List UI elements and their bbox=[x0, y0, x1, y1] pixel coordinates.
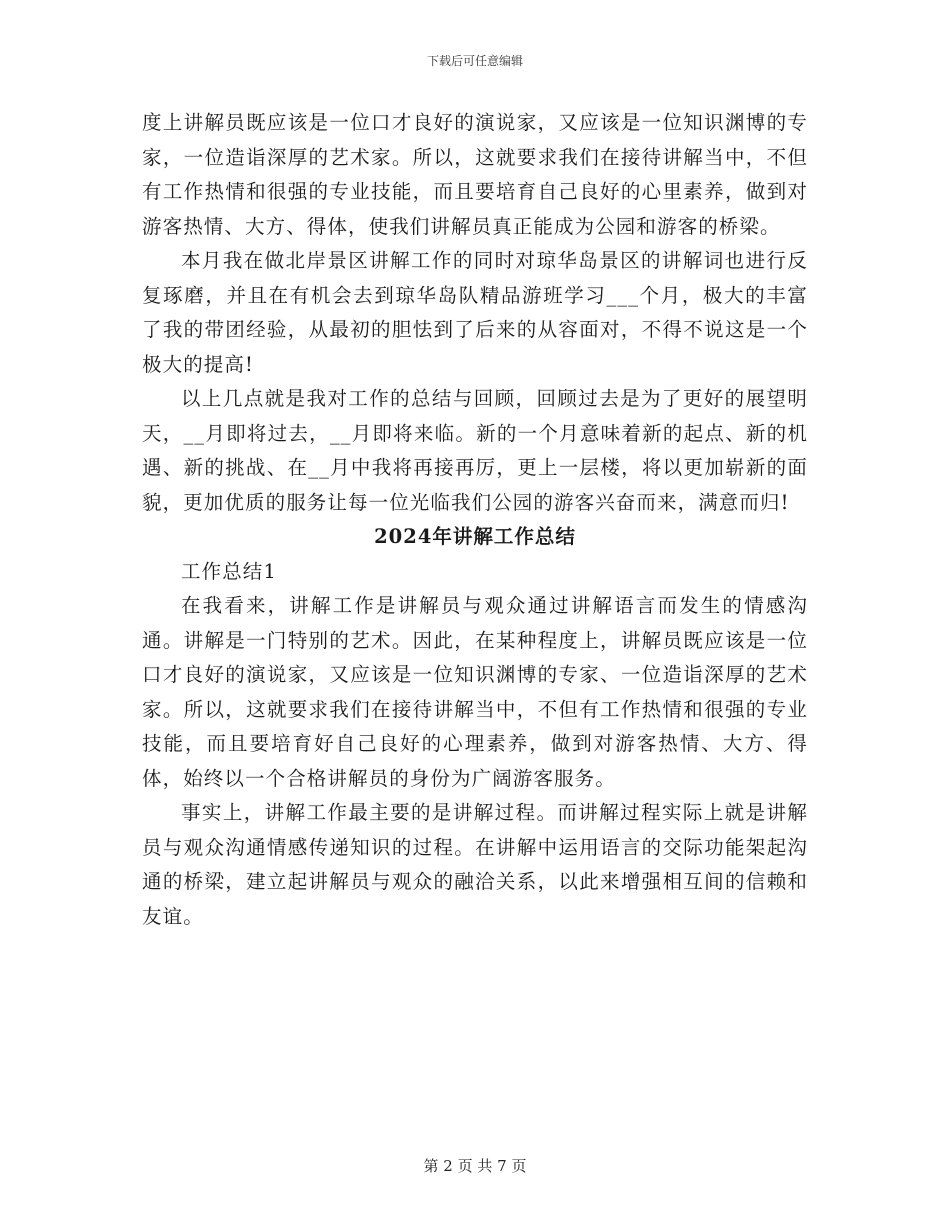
paragraph: 在我看来，讲解工作是讲解员与观众通过讲解语言而发生的情感沟通。讲解是一门特别的艺术。因此，在某种程度上，讲解员既应该是一位口才良好的演说家，又应该是一位知识渊博的专家、一位造诣深厚的艺术家。所以，这就要求我们在接待讲解当中，不但有工作热情和很强的专业技能，而且要培育好自己良好的心理素养，做到对游客热情、大方、得体，始终以一个合格讲解员的身份为广阔游客服务。 bbox=[142, 594, 808, 790]
paragraph: 以上几点就是我对工作的总结与回顾，回顾过去是为了更好的展望明天，__月即将过去，__月即将来临。新的一个月意味着新的起点、新的机遇、新的挑战、在__月中我将再接再厉，更上一层楼，将以更加崭新的面貌，更加优质的服务让每一位光临我们公园的游客兴奋而来，满意而归! bbox=[142, 387, 808, 514]
page-number: 第 2 页 共 7 页 bbox=[423, 1157, 527, 1175]
paragraph: 本月我在做北岸景区讲解工作的同时对琼华岛景区的讲解词也进行反复琢磨，并且在有机会去到琼华岛队精品游班学习___个月，极大的丰富了我的带团经验，从最初的胆怯到了后来的从容面对，不得不说这是一个极大的提高! bbox=[142, 249, 808, 376]
header-note: 下载后可任意编辑 bbox=[426, 54, 523, 68]
section-title: 2024年讲解工作总结 bbox=[374, 525, 576, 548]
paragraph-continued: 度上讲解员既应该是一位口才良好的演说家，又应该是一位知识渊博的专家，一位造诣深厚的艺术家。所以，这就要求我们在接待讲解当中，不但有工作热情和很强的专业技能，而且要培育自己良好的心里素养，做到对游客热情、大方、得体，使我们讲解员真正能成为公园和游客的桥梁。 bbox=[142, 111, 808, 238]
subheading: 工作总结1 bbox=[181, 559, 277, 583]
paragraph: 事实上，讲解工作最主要的是讲解过程。而讲解过程实际上就是讲解员与观众沟通情感传递知识的过程。在讲解中运用语言的交际功能架起沟通的桥梁，建立起讲解员与观众的融洽关系，以此来增强相互间的信赖和友谊。 bbox=[142, 801, 808, 928]
document-body bbox=[142, 106, 808, 934]
